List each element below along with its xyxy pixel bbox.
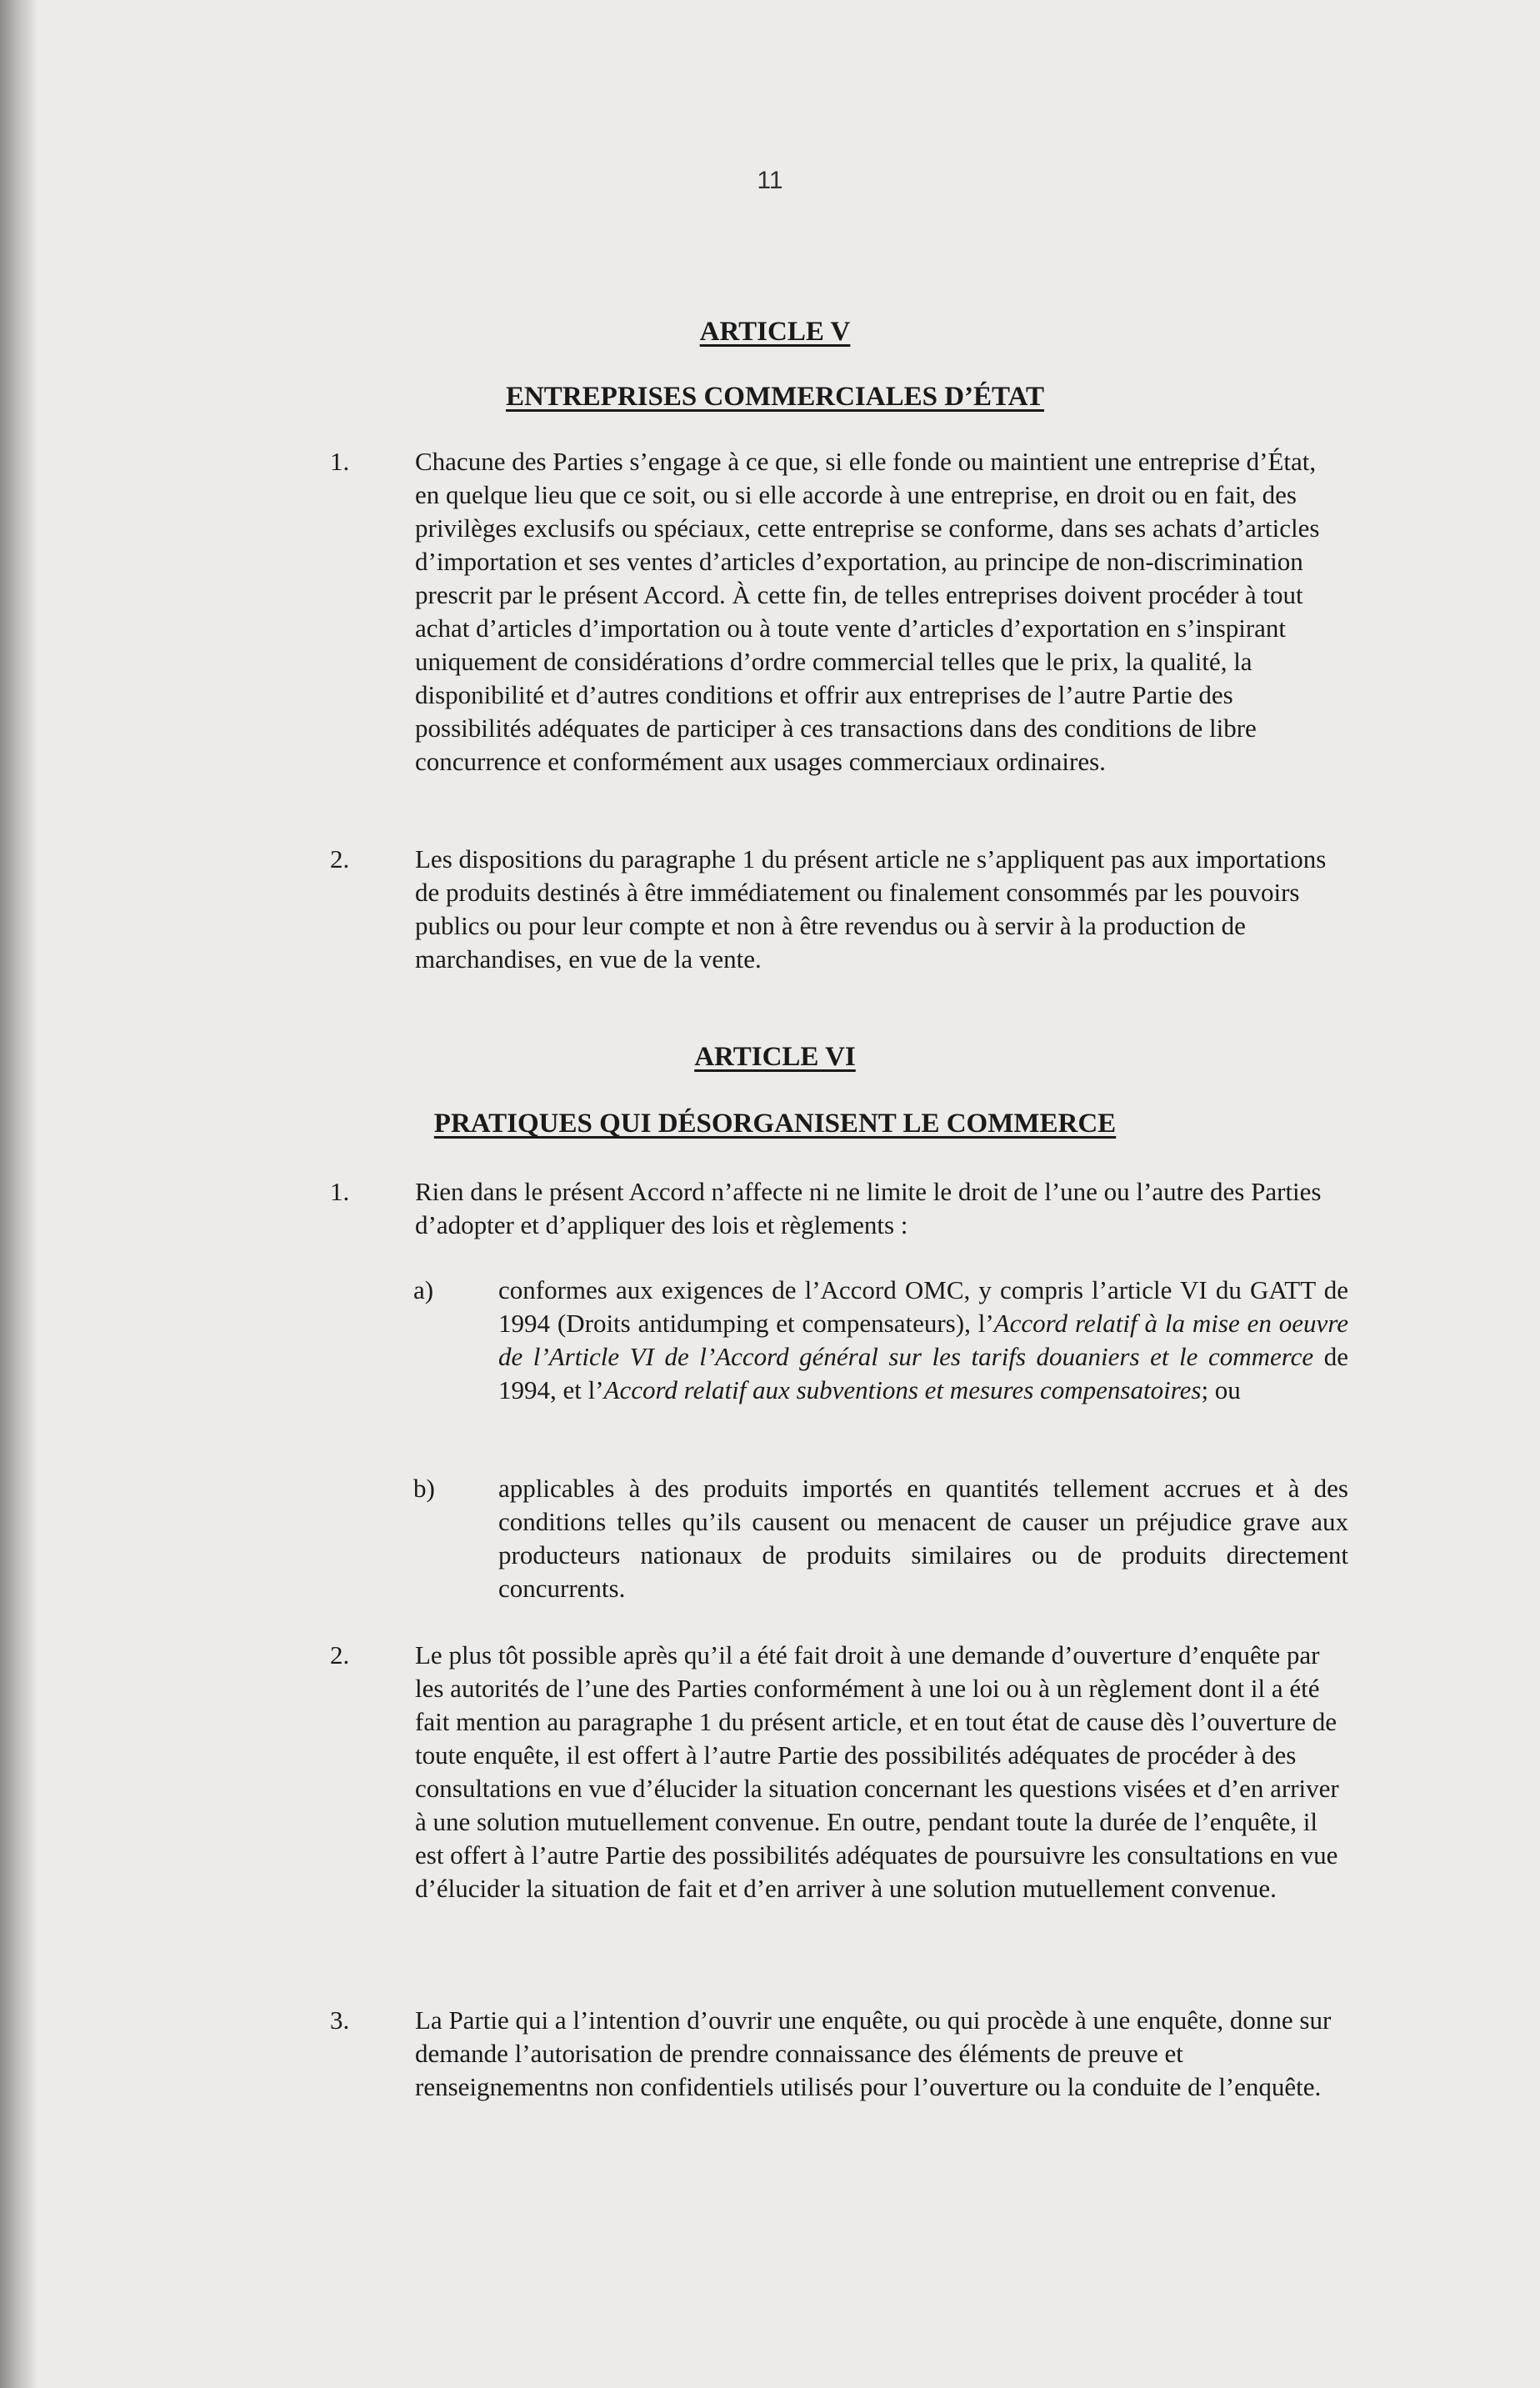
article-5-para-2: Les dispositions du paragraphe 1 du présent article ne s’appliquent pas aux importations de produits destinés à être immédiatement ou finalement consommés par les pouvoirs publics ou pour leur compte et non à être revendus ou à servir à la production de marchandises, en vue de la vente. <box>415 844 1327 974</box>
article-6-para-2-number: 2. <box>330 1640 350 1670</box>
article-6-item-b: applicables à des produits importés en quantités tellement accrues et à des conditions telles qu’ils causent ou menacent de causer un préjudice grave aux producteurs nationaux de produits similaires ou de produits directement concurrents. <box>498 1474 1348 1603</box>
article-6-item-a-italic-1: Accord relatif à la mise en oeuvre de l’Article VI de l’Accord général sur les tarifs douaniers et le commerce <box>498 1309 1348 1371</box>
article-5-para-1-number: 1. <box>330 447 350 476</box>
article-6-para-1-number: 1. <box>330 1177 350 1206</box>
article-5-subheading: ENTREPRISES COMMERCIALES D’ÉTAT <box>505 382 1045 412</box>
article-6-subheading: PRATIQUES QUI DÉSORGANISENT LE COMMERCE <box>433 1109 1117 1139</box>
article-6-item-a-number: a) <box>413 1275 434 1304</box>
page-number: 11 <box>757 167 783 194</box>
article-6-heading: ARTICLE VI <box>694 1042 856 1072</box>
article-5-para-2-number: 2. <box>330 844 350 874</box>
article-6-para-2: Le plus tôt possible après qu’il a été fait droit à une demande d’ouverture d’enquête par les autorités de l’une des Parties conformément à une loi ou à un règlement dont il a été fait mention au paragraphe 1 du présent article, et en tout état de cause dès l’ouverture de toute enquête, il est offert à l’autre Partie des possibilités adéquates de procéder à des consultations en vue d’élucider la situation concernant les questions visées et d’en arriver à une solution mutuellement convenue. En outre, pendant toute la durée de l’enquête, il est offert à l’autre Partie des possibilités adéquates de poursuivre les consultations en vue d’élucider la situation de fait et d’en arriver à une solution mutuellement convenue. <box>415 1640 1339 1903</box>
article-5-para-1: Chacune des Parties s’engage à ce que, si elle fonde ou maintient une entreprise d’État, en quelque lieu que ce soit, ou si elle accorde à une entreprise, en droit ou en fait, des privilèges exclusifs ou spéciaux, cette entreprise se conforme, dans ses achats d’articles d’importation et ses ventes d’articles d’exportation, au principe de non-discrimination prescrit par le présent Accord. À cette fin, de telles entreprises doivent procéder à tout achat d’articles d’importation ou à toute vente d’articles d’exportation en s’inspirant uniquement de considérations d’ordre commercial telles que le prix, la qualité, la disponibilité et d’autres conditions et offrir aux entreprises de l’autre Partie des possibilités adéquates de participer à ces transactions dans des conditions de libre concurrence et conformément aux usages commerciaux ordinaires. <box>415 447 1320 776</box>
article-6-para-3-number: 3. <box>330 2005 350 2035</box>
article-6-para-3: La Partie qui a l’intention d’ouvrir une enquête, ou qui procède à une enquête, donne sur demande l’autorisation de prendre connaissance des éléments de preuve et renseignementns non confidentiels utilisés pour l’ouverture ou la conduite de l’enquête. <box>415 2005 1332 2101</box>
article-6-item-a-italic-2: Accord relatif aux subventions et mesures compensatoires <box>603 1375 1202 1404</box>
article-6-para-1: Rien dans le présent Accord n’affecte ni ne limite le droit de l’une ou l’autre des Parties d’adopter et d’appliquer des lois et règlements : <box>415 1177 1322 1239</box>
article-6-item-a: conformes aux exigences de l’Accord OMC, y compris l’article VI du GATT de 1994 (Droits antidumping et compensateurs), l’Accord relatif à la mise en oeuvre de l’Article VI de l’Accord général sur les tarifs douaniers et le commerce de 1994, et l’Accord relatif aux subventions et mesures compensatoires; ou <box>498 1275 1348 1404</box>
article-6-item-b-number: b) <box>413 1474 435 1503</box>
article-5-heading: ARTICLE V <box>699 317 851 347</box>
page-edge-shadow <box>0 0 38 2388</box>
